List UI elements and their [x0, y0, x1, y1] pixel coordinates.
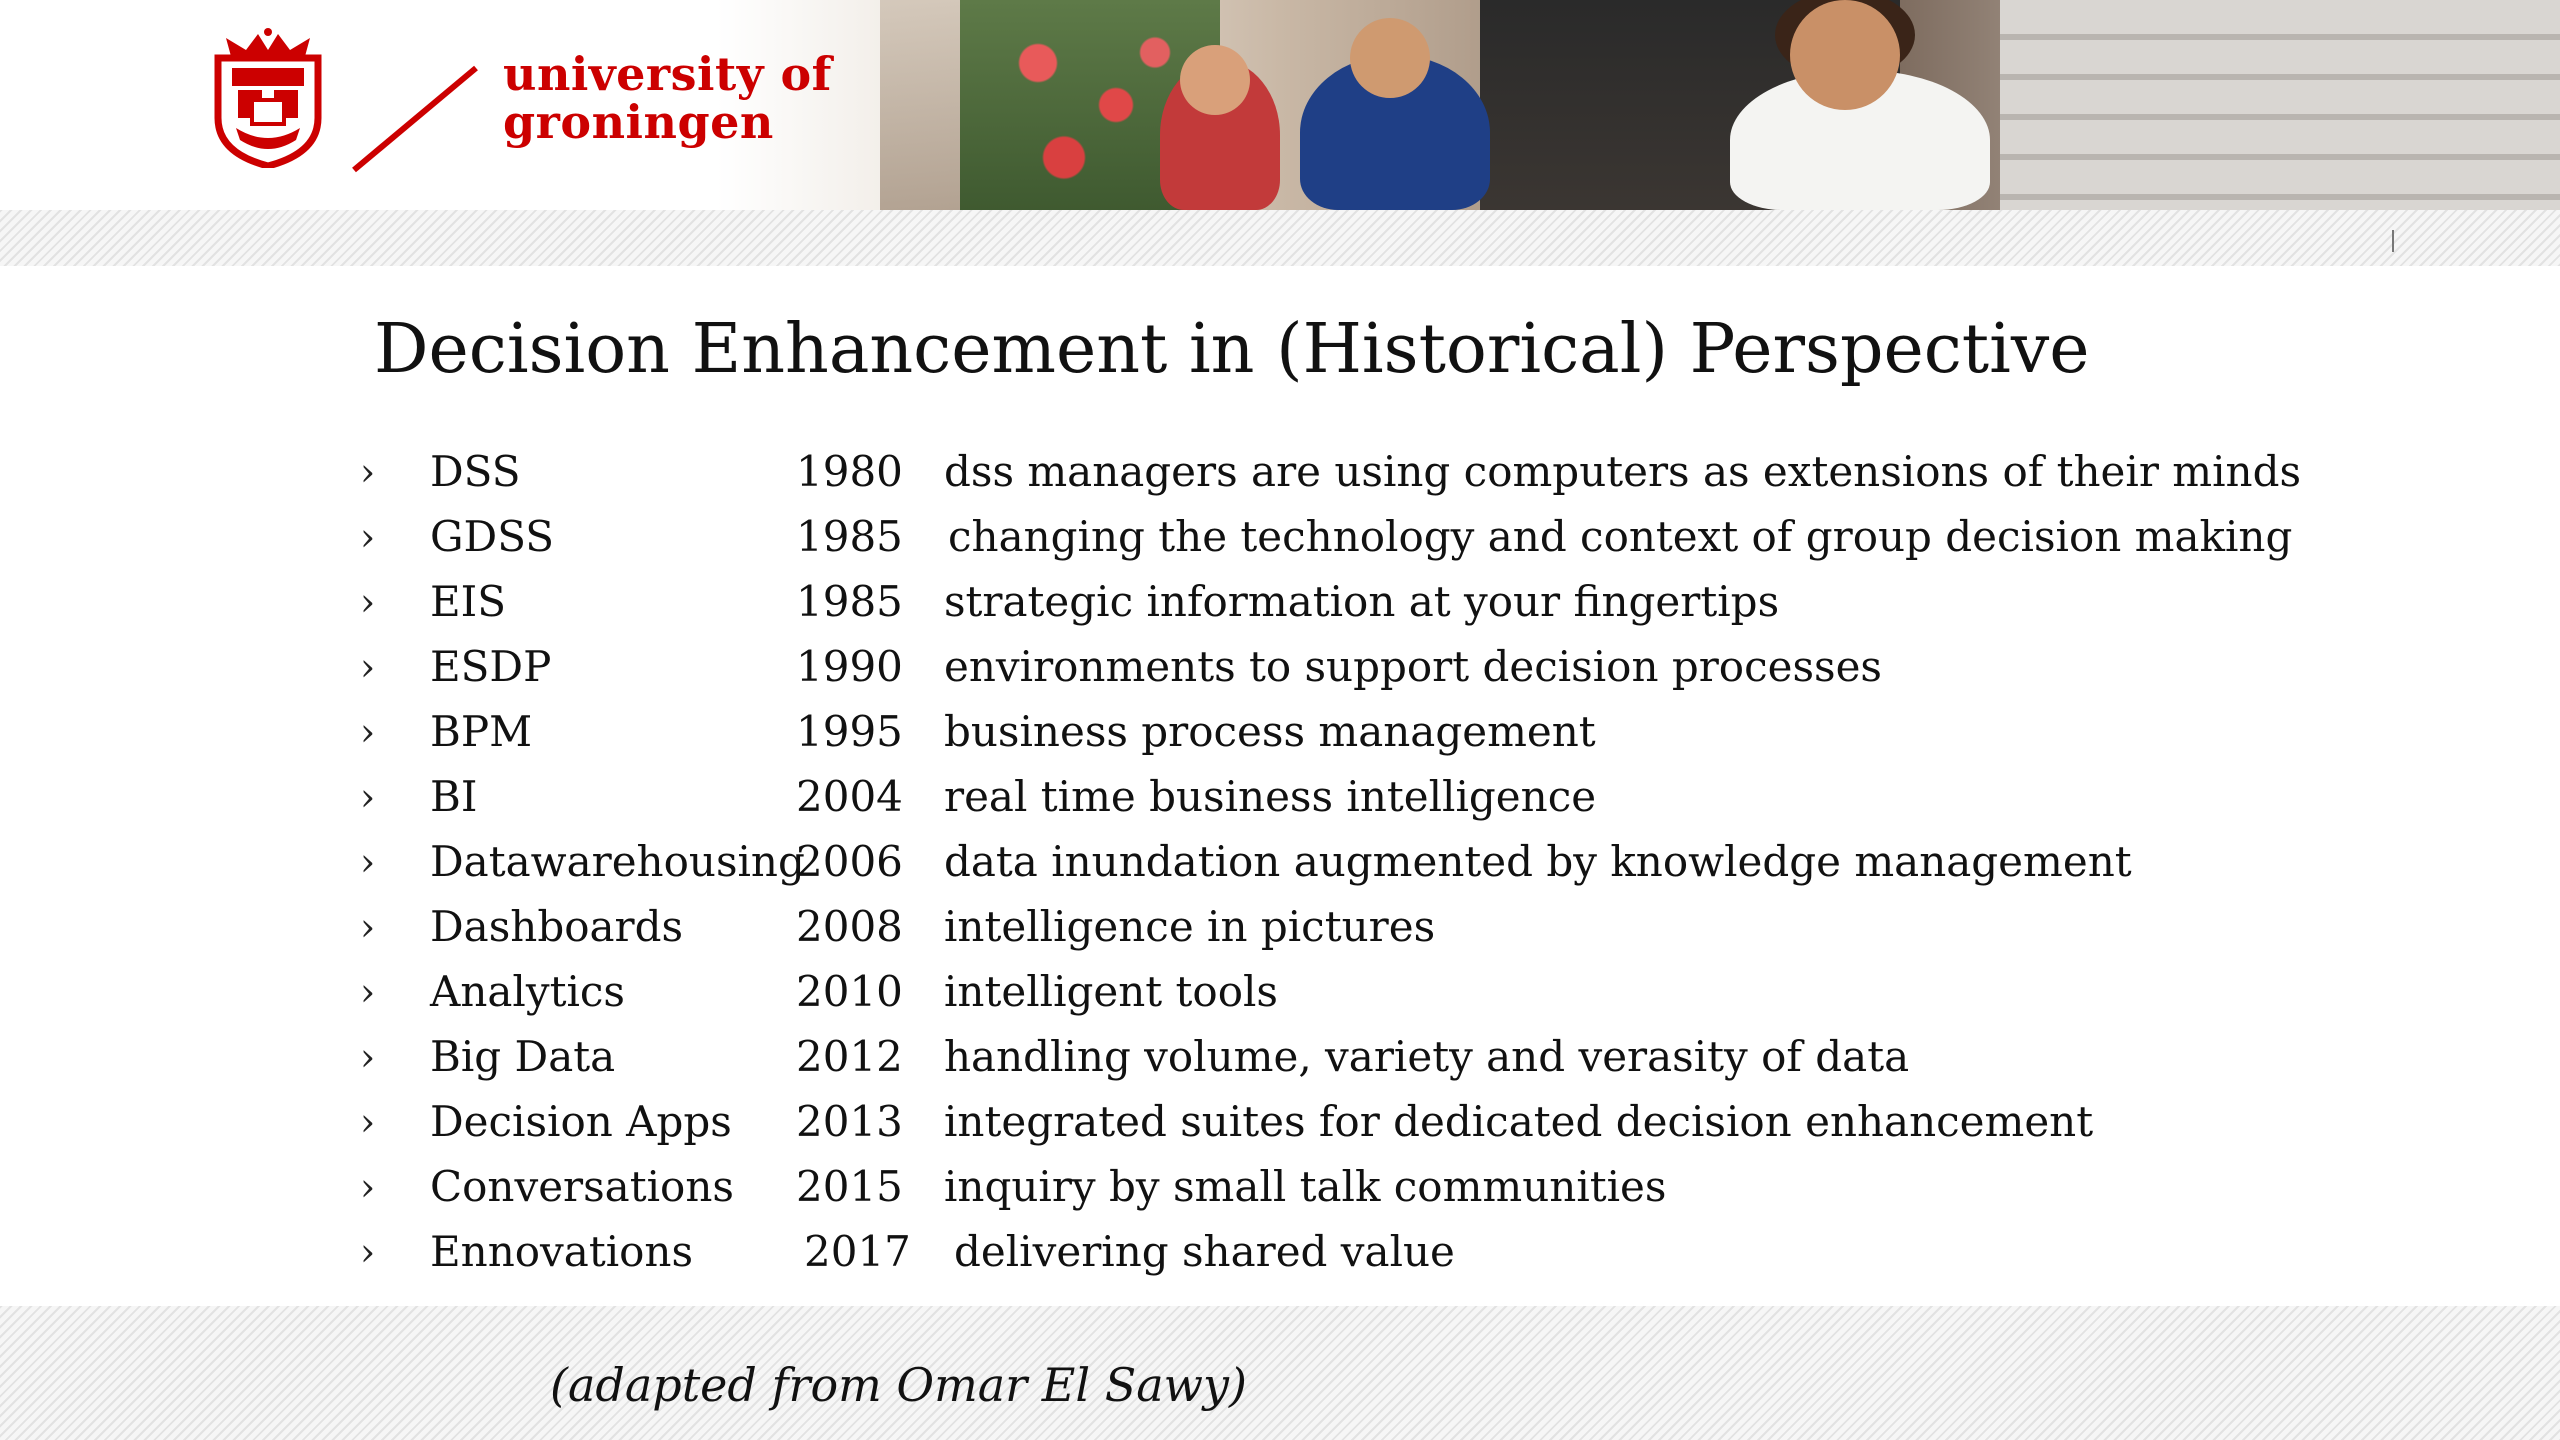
bullet-icon: › — [360, 710, 376, 754]
system-name: GDSS — [430, 512, 555, 561]
list-item — [0, 830, 2560, 894]
description: handling volume, variety and verasity of data — [944, 1032, 1910, 1081]
system-name: EIS — [430, 577, 507, 626]
description: real time business intelligence — [944, 772, 1597, 821]
list-item — [0, 440, 2560, 504]
list-item — [0, 700, 2560, 764]
list-item — [0, 895, 2560, 959]
wordmark-line2: groningen — [503, 95, 774, 149]
system-name: Decision Apps — [430, 1097, 732, 1146]
year: 1985 — [796, 577, 903, 626]
header-photo — [880, 0, 2560, 210]
bullet-icon: › — [360, 450, 376, 494]
bullet-icon: › — [360, 905, 376, 949]
year: 2012 — [796, 1032, 903, 1081]
year: 1995 — [796, 707, 903, 756]
wordmark-line1: university of — [503, 47, 832, 101]
list-item — [0, 1025, 2560, 1089]
year: 2015 — [796, 1162, 903, 1211]
description: data inundation augmented by knowledge management — [944, 837, 2132, 886]
year: 2017 — [804, 1227, 911, 1276]
bullet-icon: › — [360, 775, 376, 819]
year: 1990 — [796, 642, 903, 691]
list-item — [0, 1220, 2560, 1284]
system-name: Big Data — [430, 1032, 616, 1081]
source-credit: (adapted from Omar El Sawy) — [550, 1358, 1247, 1412]
bullet-icon: › — [360, 970, 376, 1014]
bullet-icon: › — [360, 580, 376, 624]
decision-timeline-list — [0, 440, 2560, 1300]
system-name: DSS — [430, 447, 521, 496]
list-item — [0, 635, 2560, 699]
year: 2006 — [796, 837, 903, 886]
description: delivering shared value — [954, 1227, 1455, 1276]
top-hatched-band — [0, 210, 2560, 266]
list-item — [0, 1155, 2560, 1219]
university-crest-icon — [208, 28, 328, 168]
list-item — [0, 1090, 2560, 1154]
description: business process management — [944, 707, 1596, 756]
year: 2013 — [796, 1097, 903, 1146]
list-item — [0, 960, 2560, 1024]
description: inquiry by small talk communities — [944, 1162, 1667, 1211]
system-name: BI — [430, 772, 478, 821]
bullet-icon: › — [360, 1230, 376, 1274]
university-wordmark[interactable] — [503, 47, 832, 149]
description: intelligence in pictures — [944, 902, 1436, 951]
slide-title: Decision Enhancement in (Historical) Perspective — [374, 310, 2090, 389]
bullet-icon: › — [360, 515, 376, 559]
list-item — [0, 765, 2560, 829]
year: 1980 — [796, 447, 903, 496]
year: 2008 — [796, 902, 903, 951]
brand-slash-divider — [350, 64, 480, 174]
year: 1985 — [796, 512, 903, 561]
bullet-icon: › — [360, 1165, 376, 1209]
list-item — [0, 505, 2560, 569]
description: integrated suites for dedicated decision enhancement — [944, 1097, 2094, 1146]
system-name: BPM — [430, 707, 533, 756]
system-name: Datawarehousing — [430, 837, 805, 886]
bullet-icon: › — [360, 1035, 376, 1079]
system-name: Analytics — [430, 967, 625, 1016]
description: changing the technology and context of group decision making — [948, 512, 2293, 561]
bottom-hatched-band — [0, 1306, 2560, 1440]
bullet-icon: › — [360, 1100, 376, 1144]
header-banner — [0, 0, 2560, 210]
system-name: Ennovations — [430, 1227, 694, 1276]
description: intelligent tools — [944, 967, 1278, 1016]
list-item — [0, 570, 2560, 634]
description: dss managers are using computers as extensions of their minds — [944, 447, 2302, 496]
system-name: ESDP — [430, 642, 552, 691]
bullet-icon: › — [360, 645, 376, 689]
system-name: Conversations — [430, 1162, 734, 1211]
slide-marker — [2392, 230, 2394, 252]
system-name: Dashboards — [430, 902, 684, 951]
description: strategic information at your fingertips — [944, 577, 1780, 626]
bullet-icon: › — [360, 840, 376, 884]
year: 2004 — [796, 772, 903, 821]
description: environments to support decision processes — [944, 642, 1882, 691]
year: 2010 — [796, 967, 903, 1016]
